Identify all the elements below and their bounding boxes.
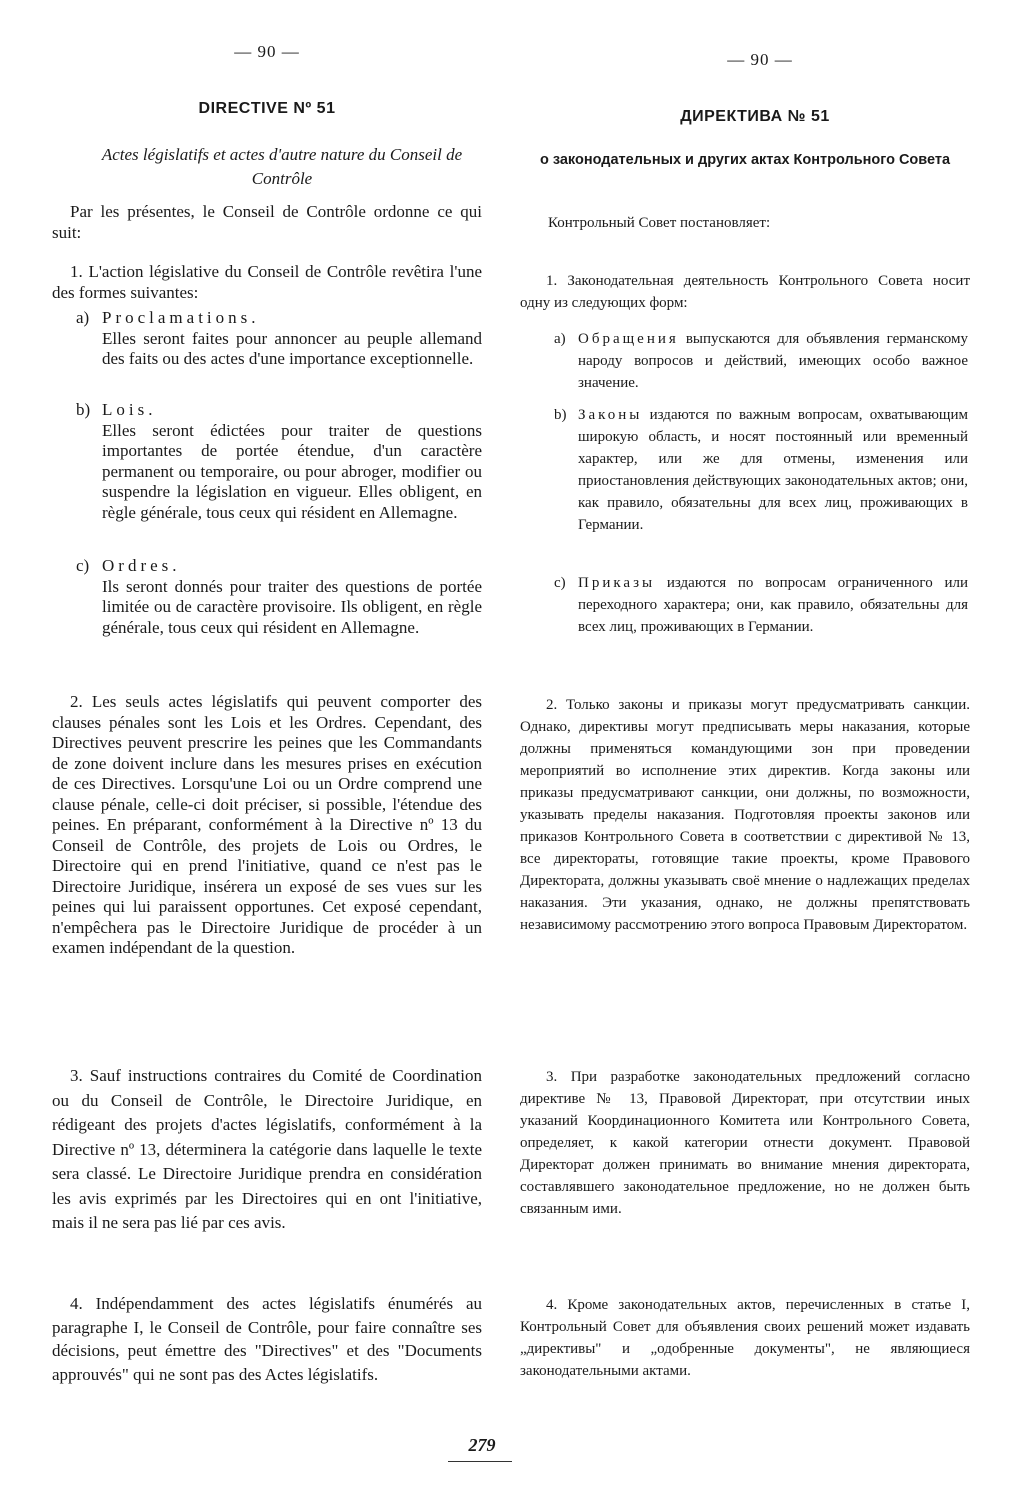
paragraph-3-fr: 3. Sauf instructions contraires du Comité de Coordination ou du Conseil de Contrôle, le Directoire Juridique, en rédigeant des projets d'actes législatifs, conformément à la Directive nº 13, déterminera la catégorie dans laquelle le texte sera classé. Le Directoire Juridique prendra en considération les avis exprimés par les Directoires qui en ont l'initiative, mais il ne sera pas lié par ces avis. — [52, 1066, 482, 1232]
item-name: Proclamations. — [102, 308, 260, 327]
item-description: Elles seront édictées pour traiter de questions importantes de portée étendue, d'un caractère permanent ou temporaire, ou pour abroger, modifier ou suspendre la législation en vigueur. Elles obligent, en règle générale, tous ceux qui résident en Allemagne. — [102, 420, 482, 522]
list-item-fr-b — [76, 400, 482, 523]
list-item-fr-a — [76, 308, 482, 370]
item-description: издаются по вопросам ограниченного или переходного характера; они, как правило, обязательны для всех лиц, проживающих в Германии. — [578, 575, 968, 635]
list-item-ru-c — [554, 572, 968, 638]
paragraph-1-ru: 1. Законодательная деятельность Контрольного Совета носит одну из следующих форм: — [520, 273, 970, 311]
item-description: Elles seront faites pour annoncer au peuple allemand des faits ou des actes d'une importance exceptionnelle. — [102, 328, 482, 368]
paragraph-3-ru: 3. При разработке законодательных предложений согласно директиве № 13, Правовой Директорат, при отсутствии иных указаний Координационного Комитета или Контрольного Совета, определяет, к какой категории отнести документ. Правовой Директорат должен принимать во внимание мнения директората, составлявшего законодательное предложение, но не должен быть связанным ими. — [520, 1069, 970, 1217]
item-label: c) — [554, 575, 566, 591]
item-name: Приказы — [578, 575, 656, 591]
item-description: выпускаются для объявления германскому народу вопросов и действий, имеющих особо важное значение. — [578, 331, 968, 391]
intro-fr: Par les présentes, le Conseil de Contrôle ordonne ce qui suit: — [52, 202, 482, 242]
item-label: a) — [76, 308, 90, 327]
page-number-top-ru: — 90 — — [727, 50, 793, 69]
paragraph-1-fr: 1. L'action législative du Conseil de Contrôle revêtira l'une des formes suivantes: — [52, 262, 482, 302]
paragraph-2-fr: 2. Les seuls actes législatifs qui peuvent comporter des clauses pénales sont les Lois et les Ordres. Cependant, des Directives peuvent prescrire les peines que les Commandants de zone doivent inclure dans les mesures prises en exécution de ces Directives. Lorsqu'une Loi ou un Ordre comprend une clause pénale, celle-ci doit préciser, si possible, l'étendue des peines. En préparant, conformément à la Directive nº 13 du Conseil de Contrôle, des projets de Lois ou Ordres, le Directoire qui en prend l'initiative, quand ce n'est pas le Directoire Juridique, insérera un exposé de ses vues sur les peines qui lui paraissent opportunes. Cet exposé cependant, n'empêchera pas le Directoire Juridique de procéder à un examen indépendant de la question. — [52, 692, 482, 957]
item-name: Законы — [578, 407, 643, 423]
item-label: c) — [76, 556, 90, 575]
list-item-ru-a — [554, 328, 968, 394]
list-item-fr-c — [76, 556, 482, 638]
item-description: Ils seront donnés pour traiter des questions de portée limitée ou de caractère provisoire. Ils obligent, en règle générale, tous ceux qui résident en Allemagne. — [102, 576, 482, 637]
page-number-bottom: 279 — [468, 1435, 496, 1455]
item-description: издаются по важным вопросам, охватывающим широкую область, и носят постоянный или временный характер, или же для отмены, изменения или приостановления действующих законодательных актов; они, как правило, обязательны для всех лиц, проживающих в Германии. — [578, 407, 968, 533]
directive-title-fr: DIRECTIVE Nº 51 — [198, 100, 336, 117]
paragraph-2-ru: 2. Только законы и приказы могут предусматривать санкции. Однако, директивы могут предписывать меры наказания, которые должны применяться командующими зон при проведении мероприятий во исполнение этих директив. Когда законы или приказы предусматривают санкции, они должны, по возможности, указывать пределы наказания. Подготовляя проекты законов или приказов Контрольного Совета в соответствии с директивой № 13, все директораты, готовящие такие проекты, кроме Правового Директората, должны указывать своё мнение о надлежащих пределах наказания. Эти указания, однако, не должны препятствовать независимому рассмотрению этого вопроса Правовым Директоратом. — [520, 697, 970, 933]
item-name: Обращения — [578, 331, 679, 347]
directive-subtitle-fr: Actes législatifs et actes d'autre nature du Conseil de Contrôle — [101, 145, 463, 188]
paragraph-4-ru: 4. Кроме законодательных актов, перечисленных в статье I, Контрольный Совет для объявления своих решений может издавать „директивы" и „одобренные документы", не являющиеся законодательными актами. — [520, 1297, 970, 1379]
item-name: Ordres. — [102, 556, 181, 575]
item-label: a) — [554, 331, 566, 347]
list-item-ru-b — [554, 404, 968, 536]
paragraph-4-fr: 4. Indépendamment des actes législatifs énumérés au paragraphe I, le Conseil de Contrôle, pour faire connaître ses décisions, peut émettre des "Directives" et des "Documents approuvés" qui ne sont pas des Actes législatifs. — [52, 1294, 482, 1384]
item-name: Lois. — [102, 400, 157, 419]
page-number-underline — [448, 1461, 512, 1462]
intro-ru: Контрольный Совет постановляет: — [548, 215, 771, 231]
directive-title-ru: ДИРЕКТИВА № 51 — [680, 108, 830, 125]
item-label: b) — [554, 407, 567, 423]
page-number-top-fr: — 90 — — [234, 42, 300, 61]
directive-subtitle-ru: о законодательных и других актах Контрольного Совета — [539, 152, 951, 168]
item-label: b) — [76, 400, 91, 419]
